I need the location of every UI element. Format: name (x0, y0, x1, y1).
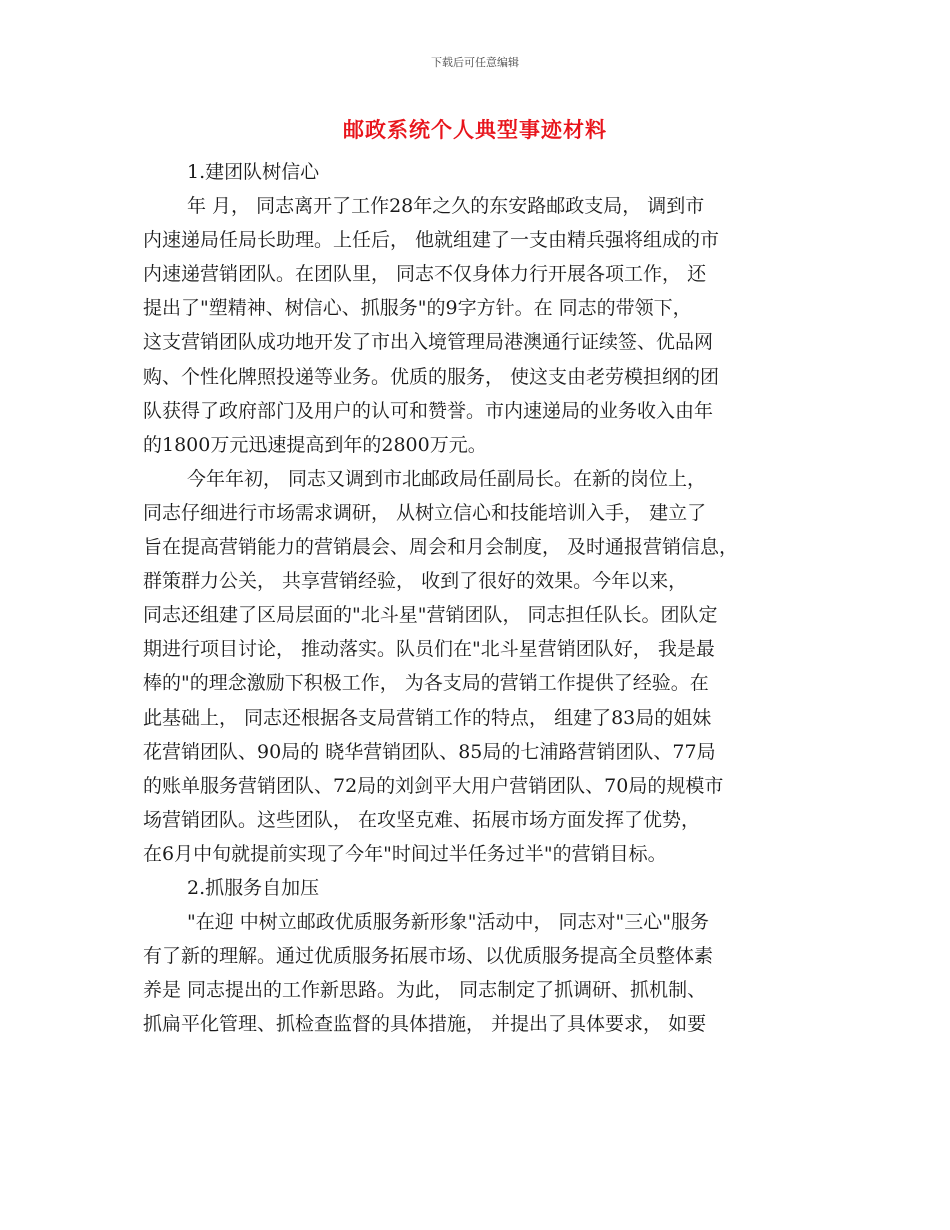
document-title: 邮政系统个人典型事迹材料 (343, 118, 607, 142)
paragraph-line: 这支营销团队成功地开发了市出入境管理局港澳通行证续签、优品网 (143, 331, 714, 354)
paragraph-line: 花营销团队、90局的 晓华营销团队、85局的七浦路营销团队、77局 (143, 740, 716, 763)
paragraph-line: 旨在提高营销能力的营销晨会、周会和月会制度， 及时通报营销信息， (143, 536, 739, 559)
paragraph-line: 场营销团队。这些团队， 在攻坚克难、拓展市场方面发挥了优势， (143, 808, 701, 831)
section-heading: 2.抓服务自加压 (187, 876, 320, 899)
paragraph-line: 有了新的理解。通过优质服务拓展市场、以优质服务提高全员整体素 (143, 945, 714, 968)
section-heading: 1.建团队树信心 (187, 161, 320, 183)
paragraph-line: 队获得了政府部门及用户的认可和赞誉。市内速递局的业务收入由年 (143, 399, 714, 422)
paragraph-line: 内速递营销团队。在团队里， 同志不仅身体力行开展各项工作， 还 (143, 263, 707, 286)
paragraph-line: 养是 同志提出的工作新思路。为此， 同志制定了抓调研、抓机制、 (143, 979, 707, 1002)
paragraph-line: 购、个性化牌照投递等业务。优质的服务， 使这支由老劳模担纲的团 (143, 365, 720, 388)
paragraph-line: 同志仔细进行市场需求调研， 从树立信心和技能培训入手， 建立了 (143, 501, 707, 524)
paragraph-line: 抓扁平化管理、抓检查监督的具体措施， 并提出了具体要求， 如要 (143, 1013, 707, 1036)
paragraph-line: 群策群力公关， 共享营销经验， 收到了很好的效果。今年以来， (143, 570, 688, 593)
document-body (143, 155, 808, 1041)
paragraph-line: 内速递局任局长助理。上任后， 他就组建了一支由精兵强将组成的市 (143, 229, 720, 252)
paragraph-line: 今年年初， 同志又调到市北邮政局任副局长。在新的岗位上， (187, 467, 707, 490)
paragraph-line: 期进行项目讨论， 推动落实。队员们在"北斗星营销团队好， 我是最 (143, 638, 715, 661)
paragraph-line: 提出了"塑精神、树信心、抓服务"的9字方针。在 同志的带领下， (143, 297, 692, 320)
paragraph-line: 此基础上， 同志还根据各支局营销工作的特点， 组建了83局的姐妹 (143, 706, 712, 729)
paragraph-line: 棒的"的理念激励下积极工作， 为各支局的营销工作提供了经验。在 (143, 672, 709, 695)
paragraph-line: "在迎 中树立邮政优质服务新形象"活动中， 同志对"三心"服务 (187, 911, 710, 934)
page-header-note: 下载后可任意编辑 (431, 56, 519, 69)
paragraph-line: 年 月， 同志离开了工作28年之久的东安路邮政支局， 调到市 (187, 195, 705, 218)
paragraph-line: 的1800万元迅速提高到年的2800万元。 (143, 433, 487, 456)
paragraph-line: 同志还组建了区局层面的"北斗星"营销团队， 同志担任队长。团队定 (143, 604, 718, 627)
paragraph-line: 的账单服务营销团队、72局的刘剑平大用户营销团队、70局的规模市 (143, 774, 724, 797)
paragraph-line: 在6月中旬就提前实现了今年"时间过半任务过半"的营销目标。 (143, 842, 667, 865)
